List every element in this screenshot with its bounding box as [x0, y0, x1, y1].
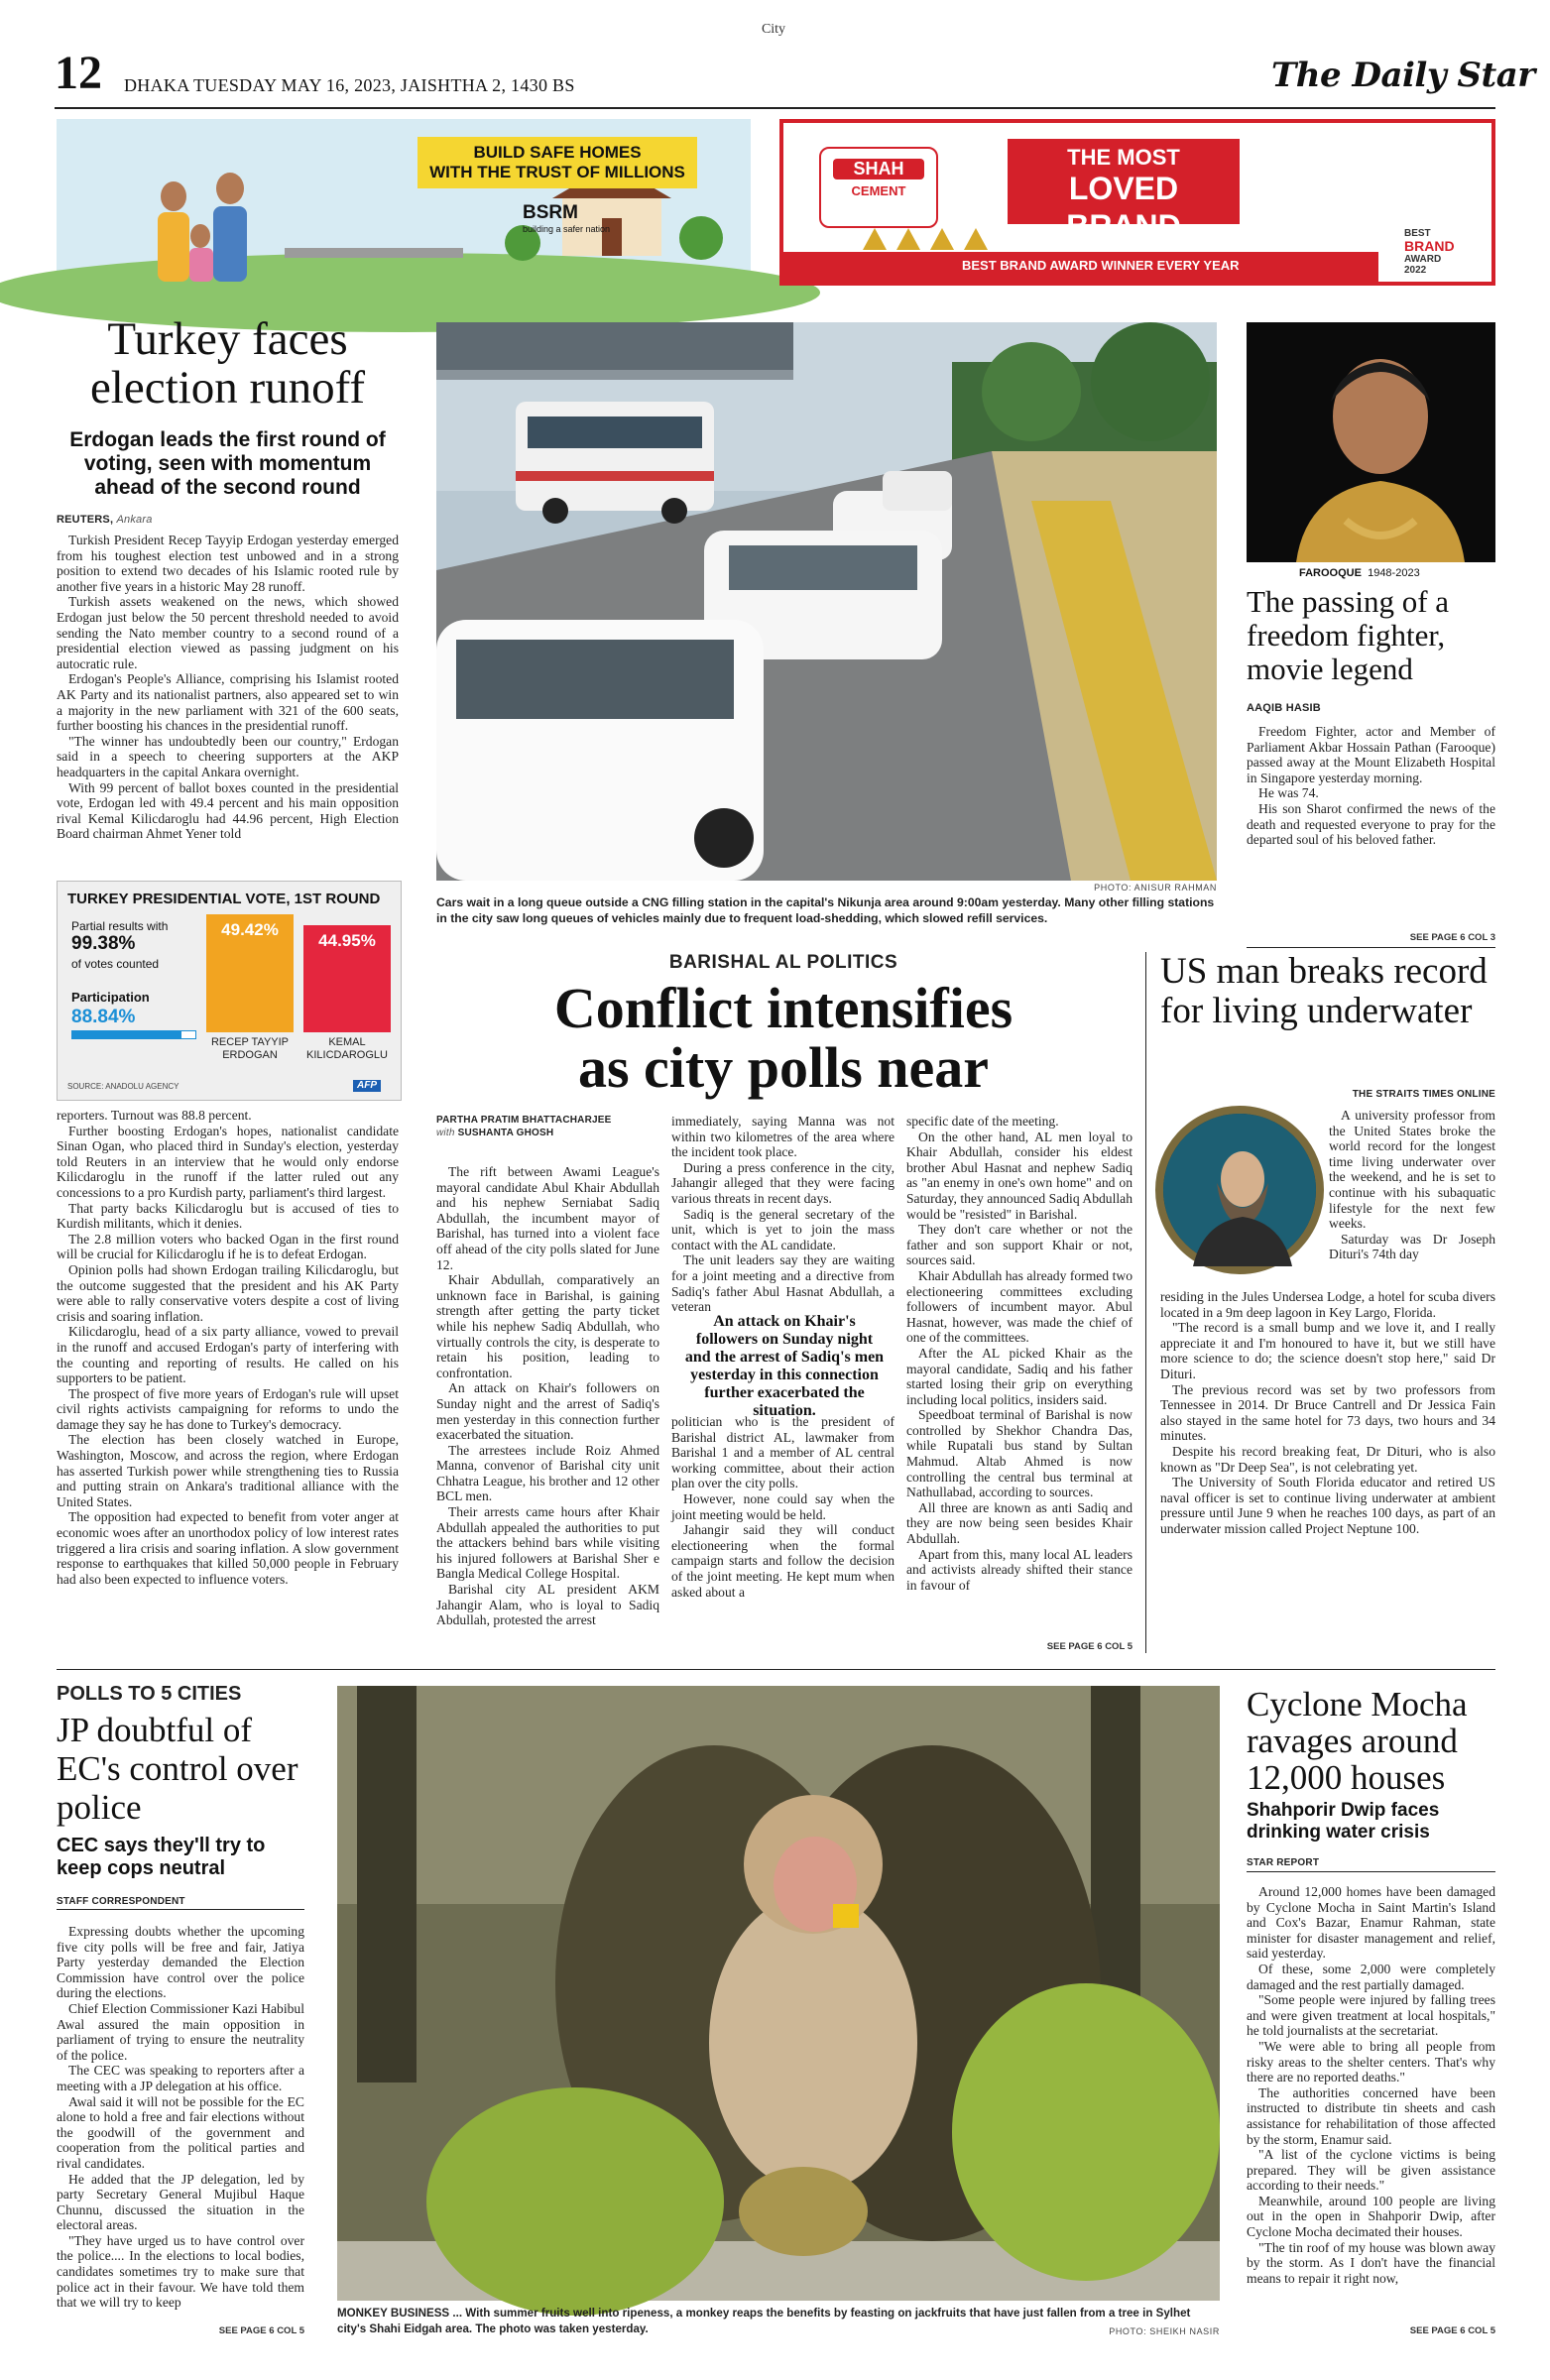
- person-icon: [216, 173, 244, 204]
- turkey-byline-place: Ankara: [116, 514, 153, 526]
- paragraph: Chief Election Commissioner Kazi Habibul Awal assured the main opposition in parliament of trying to ensure the neutrality of the police.: [57, 2000, 304, 2063]
- masthead-rule: [55, 107, 1495, 109]
- jp-see-page[interactable]: SEE PAGE 6 COL 5: [218, 2325, 304, 2336]
- paragraph: "The winner has undoubtedly been our country," Erdogan said in a speech to cheering supporters at the AKP headquarters in the capital Ankara overnight.: [57, 733, 399, 779]
- bsrm-tagline-1: BUILD SAFE HOMES: [473, 143, 642, 162]
- paragraph: Turkish President Recep Tayyip Erdogan yesterday emerged from his toughest election test unbowed and in a strong position to extend two decades of his Islamic rooted rule by another five years in a historic May 28 runoff.: [57, 533, 399, 594]
- shah-logo-text: SHAH: [833, 159, 924, 179]
- underwater-body: [1160, 1289, 1495, 1650]
- barishal-byline-with: with: [436, 1128, 455, 1138]
- paragraph: All three are known as anti Sadiq and they are now being seen besides Khair Abdullah.: [906, 1499, 1133, 1547]
- paragraph: He was 74.: [1258, 785, 1319, 801]
- cyclone-headline: Cyclone Mocha ravages around 12,000 houses: [1247, 1685, 1468, 1797]
- vote-graphic-title: TURKEY PRESIDENTIAL VOTE, 1ST ROUND: [67, 891, 381, 907]
- shah-logo: [819, 147, 938, 228]
- vote-results-graphic: [57, 881, 402, 1101]
- farooque-portrait-illustration: [1247, 322, 1495, 562]
- farooque-headline: The passing of a freedom fighter, movie legend: [1247, 584, 1450, 686]
- paragraph: Saturday was Dr Joseph Dituri's 74th day: [1329, 1231, 1495, 1262]
- paragraph: With 99 percent of ballot boxes counted in the presidential vote, Erdogan led with 49.4 percent and his main opposition rival Kemal Kilicdaroglu had 44.96 percent, High Election Board chairman Ahmet Yener told: [57, 779, 399, 842]
- award-line-3: AWARD: [1404, 254, 1442, 265]
- paragraph: Further boosting Erdogan's hopes, nationalist candidate Sinan Ogan, who placed third in Sunday's election, yesterday told Reuters in an interview that he would only endorse Kilicdaroglu in the runoff if the latter ruled out any concessions to a pro Kurdish party, parliament's third largest.: [57, 1123, 399, 1200]
- paragraph: Erdogan's People's Alliance, comprising his Islamist rooted AK Party and its nationalist partners, also appeared set to win a majority in the new parliament with 321 of the 600 seats, further boosting his chances in the presidential runoff.: [57, 671, 399, 734]
- paragraph: Barishal city AL president AKM Jahangir Alam, who is loyal to Sadiq Abdullah, protested the arrest: [436, 1582, 659, 1628]
- barishal-byline: [436, 1114, 612, 1139]
- paragraph: An attack on Khair's followers on Sunday night and the arrest of Sadiq's men yesterday in this connection further exacerbated the situation.: [436, 1380, 659, 1443]
- underwater-headline: US man breaks record for living underwater: [1160, 951, 1488, 1031]
- paragraph: Khair Abdullah, comparatively an unknown face in Barishal, is gaining strength after getting the party ticket while his nephew Sadiq Abdullah, who virtually controls the city, is desperate to retain his position, leading to confrontation.: [436, 1272, 659, 1380]
- dateline: DHAKA TUESDAY MAY 16, 2023, JAISHTHA 2, 1430 BS: [124, 75, 575, 95]
- column-divider: [1145, 952, 1146, 1653]
- paragraph: reporters. Turnout was 88.8 percent.: [57, 1108, 252, 1123]
- cyclone-see-page[interactable]: SEE PAGE 6 COL 5: [1409, 2325, 1495, 2336]
- caption-text: With summer fruits well into ripeness, a monkey reaps the benefits by feasting on jackfruits that have just fallen from a tree in Sylhet city's Shahi Eidgah area. The photo was taken yesterday.: [337, 2307, 1191, 2335]
- paragraph: "Some people were injured by falling trees and were given treatment at local hospitals," he told journalists at the secretariat.: [1247, 1992, 1495, 2039]
- paragraph: Turkish assets weakened on the news, which showed Erdogan just below the 50 percent threshold needed to avoid sending the Nato member country to a second round of a presidential election viewed as passing judgment on his autocratic rule.: [57, 594, 399, 671]
- cng-photo-caption: Cars wait in a long queue outside a CNG filling station in the capital's Nikunja area around 9:00am yesterday. Many other filling stations in the city saw long queues of vehicles mainly due to frequent load-shedding, which slowed refill services.: [436, 895, 1215, 925]
- turkey-headline: Turkey faces election runoff: [89, 313, 366, 415]
- cng-queue-photo: [436, 322, 1217, 881]
- bsrm-tagline-2: WITH THE TRUST OF MILLIONS: [429, 163, 685, 181]
- paragraph: The prospect of five more years of Erdogan's rule will upset civil rights activists campaigning for reforms to undo the damage they say he has done to Turkey's democracy.: [57, 1385, 399, 1432]
- paragraph: The CEC was speaking to reporters after a meeting with a JP delegation at his office.: [57, 2063, 304, 2093]
- paragraph: Despite his record breaking feat, Dr Dituri, who is also known as "Dr Deep Sea", is not celebrating yet.: [1160, 1443, 1495, 1475]
- turkey-subhead: Erdogan leads the first round of voting, seen with momentum ahead of the second round: [69, 428, 386, 500]
- paragraph: Meanwhile, around 100 people are living out in the open in Shahporir Dwip, after Cyclone Mocha decimated their houses.: [1247, 2193, 1495, 2240]
- barishal-col-2-bottom: [671, 1414, 894, 1652]
- jackfruit-icon: [426, 2087, 724, 2316]
- partial-suffix: of votes counted: [71, 957, 160, 971]
- jp-byline: STAFF CORRESPONDENT: [57, 1896, 185, 1907]
- paragraph: Sadiq is the general secretary of the unit, which is yet to join the mass contact with the AL candidate.: [671, 1206, 894, 1252]
- paragraph: Of these, some 2,000 were completely damaged and the rest partially damaged.: [1247, 1961, 1495, 1992]
- paragraph: The unit leaders say they are waiting for a joint meeting and a directive from Sadiq's father Abul Hasnat Abdullah, a veteran: [671, 1252, 894, 1315]
- farooque-name: FAROOQUE: [1299, 567, 1362, 579]
- paragraph: immediately, saying Manna was not within two kilometres of the area where the incident took place.: [671, 1114, 894, 1160]
- afp-logo: AFP: [353, 1080, 381, 1092]
- participation-bar-fill: [72, 1031, 181, 1038]
- shah-logo-sub: CEMENT: [851, 183, 906, 198]
- farooque-body: [1247, 724, 1495, 848]
- shah-cement-ad[interactable]: [779, 119, 1495, 286]
- paragraph: Freedom Fighter, actor and Member of Parliament Akbar Hossain Pathan (Farooque) passed away at the Mount Elizabeth Hospital in Singapore yesterday morning.: [1247, 724, 1495, 785]
- paragraph: "The tin roof of my house was blown away by the storm. As I don't have the financial means to repair it right now,: [1247, 2239, 1495, 2286]
- paragraph: The election has been closely watched in Europe, Washington, Moscow, and across the region, where Erdogan has asserted Turkish power while strengthening ties to Russia and putting strain on Ankara's traditional alliance with the United States.: [57, 1432, 399, 1509]
- barishal-headline-line-1: Conflict intensifies: [553, 976, 1013, 1040]
- vote-graphic-source: SOURCE: ANADOLU AGENCY: [67, 1082, 179, 1091]
- jp-headline: JP doubtful of EC's control over police: [57, 1711, 298, 1827]
- paragraph: "The record is a small bump and we love it, and I really appreciate it and I'm honoured to have it, but we still have more science to do; the science doesn't stop here," said Dr Dituri.: [1160, 1320, 1495, 1381]
- kilicdaroglu-label: [303, 1036, 391, 1062]
- barishal-see-page[interactable]: SEE PAGE 6 COL 5: [1046, 1641, 1133, 1652]
- jp-kicker: POLLS TO 5 CITIES: [57, 1683, 242, 1705]
- barishal-byline-2: SUSHANTA GHOSH: [457, 1128, 554, 1138]
- erdogan-share: 49.42%: [221, 920, 279, 939]
- paragraph: "A list of the cyclone victims is being prepared. They will be given assistance according to their needs.": [1247, 2147, 1495, 2194]
- kilicdaroglu-bar: [303, 925, 391, 1032]
- paragraph: He added that the JP delegation, led by party Secretary General Mujibul Haque Chunnu, discussed the situation in the electoral areas.: [57, 2171, 304, 2233]
- divider: [1247, 947, 1495, 948]
- person-icon: [161, 181, 186, 211]
- paragraph: The rift between Awami League's mayoral candidate Abul Khair Abdullah and his nephew Serniabat Sadiq Abdullah, the incumbent mayor of Barishal, has turned into a violent face off ahead of the city polls slated for June 12.: [436, 1164, 659, 1272]
- monkey-illustration: [337, 1686, 1220, 2301]
- barishal-col-3: [906, 1114, 1133, 1639]
- cng-photo-credit: PHOTO: ANISUR RAHMAN: [1094, 883, 1217, 892]
- paragraph: The previous record was set by two professors from Tennessee in 2014. Dr Bruce Cantrell and Dr Jessica Fain also stayed in the same hotel for 73 days, two hours and 34 minutes.: [1160, 1381, 1495, 1444]
- section-divider: [57, 1669, 1495, 1670]
- farooque-portrait: [1247, 322, 1495, 562]
- paragraph: Awal said it will not be possible for the EC alone to hold a free and fair elections without the goodwill of the government and cooperation from the political parties and rival candidates.: [57, 2093, 304, 2171]
- bsrm-brand-sub: building a safer nation: [523, 224, 611, 234]
- barishal-headline-line-2: as city polls near: [577, 1035, 990, 1100]
- shah-strap: BEST BRAND AWARD WINNER EVERY YEAR: [962, 258, 1240, 273]
- paragraph: The University of South Florida educator and retired US naval officer is set to continue living underwater at ambient pressure until June 9 when he reaches 100 days, as part of an underwater mission called Project Neptune 100.: [1160, 1475, 1495, 1536]
- erdogan-name-1: RECEP TAYYIP: [210, 1036, 290, 1048]
- underwater-portrait: [1155, 1106, 1324, 1274]
- partial-label: Partial results with: [71, 919, 169, 933]
- erdogan-label: [206, 1036, 294, 1062]
- porthole-illustration: [1163, 1114, 1316, 1266]
- barishal-kicker: BARISHAL AL POLITICS: [668, 952, 898, 973]
- cyclone-body: [1247, 1884, 1495, 2322]
- paragraph: Around 12,000 homes have been damaged by Cyclone Mocha in Saint Martin's Island and Cox's Bazar, Enamur Rahman, state minister for disaster management and relief, said yesterday.: [1247, 1884, 1495, 1962]
- shah-headline-box: [1008, 139, 1240, 245]
- divider: [57, 1909, 304, 1910]
- participation-label: Participation: [71, 990, 150, 1005]
- participation-value: 88.84%: [71, 1007, 136, 1027]
- cng-queue-illustration: [436, 322, 1217, 881]
- underwater-byline: THE STRAITS TIMES ONLINE: [1352, 1089, 1495, 1100]
- underwater-wrap-text: [1329, 1108, 1495, 1286]
- tree-icon: [357, 1686, 417, 2082]
- kilicdaroglu-name-2: KILICDAROGLU: [306, 1049, 388, 1061]
- face-icon: [1221, 1151, 1264, 1207]
- paragraph: Apart from this, many local AL leaders and activists already shifted their stance in favour of: [906, 1546, 1133, 1593]
- monkey-photo-credit: PHOTO: SHEIKH NASIR: [1109, 2326, 1220, 2336]
- divider: [1247, 1871, 1495, 1872]
- trophy-icons: [853, 222, 1012, 252]
- paragraph: During a press conference in the city, Jahangir alleged that they were facing various threats in recent days.: [671, 1159, 894, 1206]
- barishal-pullquote: An attack on Khair's followers on Sunday night and the arrest of Sadiq's men yesterday in this connection further exacerbated the situation.: [684, 1313, 885, 1419]
- paragraph: The opposition had expected to benefit from voter anger at economic woes after an unorthodox policy of low interest rates triggered a lira crisis and soaring inflation. A slow government response to earthquakes that killed 50,000 people in February had also been expected to influence voters.: [57, 1509, 399, 1587]
- kilicdaroglu-share: 44.95%: [318, 931, 376, 950]
- section-tag: City: [761, 22, 786, 37]
- award-line-2: BRAND: [1404, 238, 1455, 254]
- cyclone-byline: STAR REPORT: [1247, 1857, 1320, 1868]
- cyclone-subhead: Shahporir Dwip faces drinking water crisis: [1247, 1800, 1440, 1843]
- paragraph: "They have urged us to have control over the police.... In the elections to local bodies, candidates sometimes try to make sure that police act in their favour. We have told them that we will try to keep: [57, 2232, 304, 2311]
- paragraph: Khair Abdullah has already formed two electioneering committees excluding followers of incumbent mayor. Abul Hasnat, however, was made the chief of one of the committees.: [906, 1267, 1133, 1346]
- paragraph: However, none could say when the joint meeting would be held.: [671, 1490, 894, 1522]
- monkey-icon: [709, 1894, 917, 2192]
- paragraph: A university professor from the United States broke the world record for the longest time living underwater over the weekend, and he is set to continue with his subaquatic lifestyle for the next few weeks.: [1329, 1108, 1495, 1232]
- shah-headline-1: THE MOST: [1067, 145, 1180, 170]
- paragraph: They don't care whether or not the father and son support Khair or not, sources said.: [906, 1222, 1133, 1268]
- erdogan-bar: [206, 914, 294, 1032]
- paragraph: Their arrests came hours after Khair Abdullah appealed the authorities to put the attackers behind bars while visiting his injured followers at Barishal Sher e Bangla Medical College Hospital.: [436, 1504, 659, 1582]
- paragraph: Opinion polls had shown Erdogan trailing Kilicdaroglu, but the outcome suggested that the president and his AK Party were able to rally conservative voters despite a cost of living crisis and soaring inflation.: [57, 1261, 399, 1324]
- barishal-col-2-top: [671, 1114, 894, 1315]
- paragraph: Speedboat terminal of Barishal is now controlled by Shekhor Chandra Das, while Rupatali bus stand by Sultan Mahmud. Altab Ahmed is now controlling the central bus terminal at Nathullabad, according to sources.: [906, 1407, 1133, 1500]
- award-year: 2022: [1404, 265, 1427, 276]
- turkey-body-bottom: [57, 1108, 399, 1673]
- newspaper-logo: The Daily Star: [1271, 56, 1535, 95]
- caption-lead: MONKEY BUSINESS ...: [337, 2307, 463, 2320]
- erdogan-name-2: ERDOGAN: [222, 1049, 278, 1061]
- paragraph: His son Sharot confirmed the news of the death and requested everyone to pray for the departed soul of his beloved father.: [1247, 800, 1495, 848]
- paragraph: politician who is the president of Barishal district AL, lawmaker from Barishal 1 and a member of AL central working committee, about their action plan over the city polls.: [671, 1414, 894, 1491]
- barishal-headline: [436, 976, 1131, 1100]
- paragraph: "We were able to bring all people from risky areas to the shelter centers. That's why there are no reported deaths.": [1247, 2038, 1495, 2085]
- farooque-years: 1948-2023: [1368, 567, 1420, 579]
- candidate-bars: [206, 913, 391, 1032]
- jp-subhead: CEC says they'll try to keep cops neutral: [57, 1835, 266, 1879]
- person-icon: [190, 224, 210, 248]
- barishal-col-1: [436, 1164, 659, 1650]
- kilicdaroglu-name-1: KEMAL: [328, 1036, 366, 1048]
- bsrm-ad[interactable]: [57, 119, 751, 286]
- farooque-byline: AAQIB HASIB: [1247, 702, 1321, 714]
- paragraph: The arrestees include Roiz Ahmed Manna, convenor of Barishal city unit Chhatra League, his brother and 12 other BCL men.: [436, 1442, 659, 1504]
- paragraph: Expressing doubts whether the upcoming five city polls will be free and fair, Jatiya Party yesterday demanded the Election Commission have control over the police during the elections.: [57, 1924, 304, 2001]
- jp-body: [57, 1924, 304, 2320]
- farooque-see-page[interactable]: SEE PAGE 6 COL 3: [1409, 932, 1495, 943]
- barishal-byline-1: PARTHA PRATIM BHATTACHARJEE: [436, 1115, 612, 1126]
- shah-headline-2: LOVED BRAND: [1066, 171, 1181, 245]
- paragraph: specific date of the meeting.: [906, 1114, 1059, 1129]
- paragraph: residing in the Jules Undersea Lodge, a hotel for scuba divers located in a 9m deep lagoon in Key Largo, Florida.: [1160, 1289, 1495, 1320]
- flyover-icon: [436, 322, 793, 370]
- turkey-body-top: [57, 533, 399, 872]
- participation-bar: [71, 1030, 196, 1039]
- monkey-photo: [337, 1686, 1220, 2301]
- turkey-byline-agency: REUTERS,: [57, 514, 114, 526]
- farooque-photo-label: [1299, 567, 1420, 580]
- paragraph: The 2.8 million voters who backed Ogan in the first round will be crucial for Kilicdaroglu if he is to defeat Erdogan.: [57, 1231, 399, 1262]
- award-line-1: BEST: [1404, 228, 1431, 239]
- bsrm-brand: BSRM: [523, 202, 578, 223]
- paragraph: After the AL picked Khair as the mayoral candidate, Sadiq and his father started losing their grip on everything including local politics, insiders said.: [906, 1345, 1133, 1407]
- paragraph: That party backs Kilicdaroglu but is accused of ties to Kurdish militants, which it denies.: [57, 1200, 399, 1232]
- partial-value: 99.38%: [71, 933, 136, 954]
- paragraph: Jahangir said they will conduct electioneering when the formal campaign starts and follow the decision of the joint meeting. He kept mum when asked about a: [671, 1522, 894, 1600]
- page-number: 12: [55, 47, 102, 99]
- car-icon: [883, 471, 952, 511]
- paragraph: The authorities concerned have been instructed to distribute tin sheets and cash assistance for rehabilitation of those affected by the storm, Enamur said.: [1247, 2084, 1495, 2147]
- jackfruit-icon: [952, 1983, 1220, 2281]
- paragraph: Kilicdaroglu, head of a six party alliance, vowed to prevail in the runoff and accused Erdogan's party of interfering with the counting and reporting of results. He called on his supporters to be patient.: [57, 1324, 399, 1386]
- best-brand-award-badge: [1404, 228, 1484, 276]
- paragraph: On the other hand, AL men loyal to Khair Abdullah, consider his eldest brother Abul Hasnat and nephew Sadiq as "an enemy in one's own home" and on Saturday, they announced Sadiq Abdullah would be "resisted" in Barishal.: [906, 1129, 1133, 1222]
- turkey-byline: [57, 514, 153, 526]
